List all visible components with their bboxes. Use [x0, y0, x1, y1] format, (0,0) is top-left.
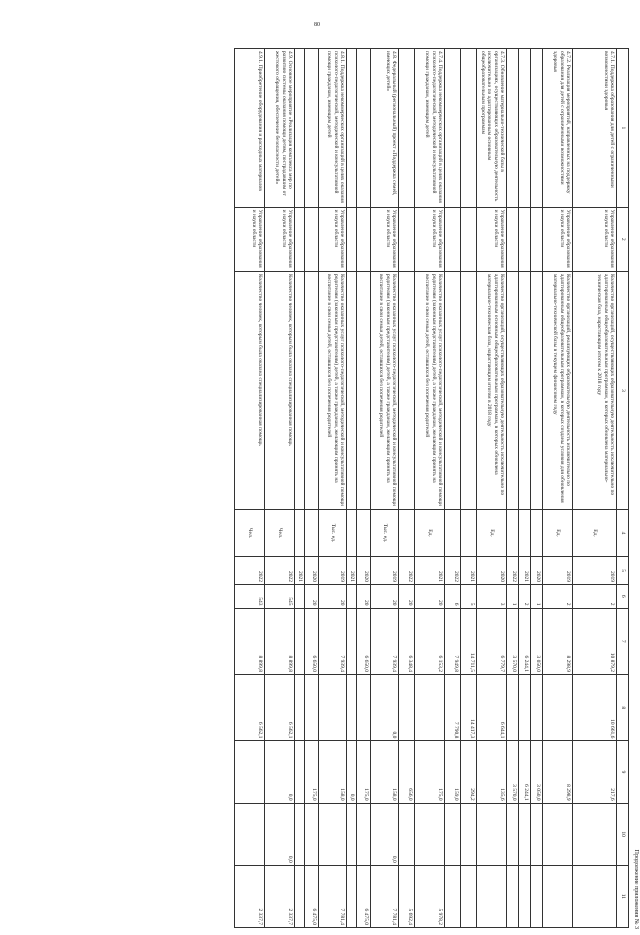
- table-cell: [357, 674, 371, 740]
- column-number: 6: [617, 584, 629, 608]
- table-row: [519, 49, 531, 928]
- table-cell: [235, 741, 265, 803]
- table-cell: 1: [507, 584, 519, 608]
- table-cell: 3 050,0: [531, 741, 543, 803]
- table-cell: 6 779,7: [477, 608, 507, 674]
- table-cell: [347, 865, 357, 927]
- table-row: [235, 49, 265, 928]
- table-cell: [357, 509, 371, 556]
- table-cell: 159,0: [445, 741, 461, 803]
- table-cell: [445, 49, 461, 208]
- table-cell: [477, 865, 507, 927]
- table-cell: [305, 674, 319, 740]
- table-cell: [507, 803, 519, 865]
- table-cell: 14 711,5: [461, 608, 477, 674]
- table-cell: [305, 49, 319, 208]
- table-cell: 5 692,4: [399, 865, 415, 927]
- table-cell: [347, 584, 357, 608]
- table-cell: [399, 803, 415, 865]
- table-cell: [415, 803, 445, 865]
- table-cell: 2019: [319, 557, 347, 585]
- table-cell: [507, 865, 519, 927]
- continuation-label: Продолжение приложения № 3: [633, 849, 639, 929]
- table-cell: Количество человек, которым была оказана специализированная помощь: [235, 271, 265, 509]
- table-cell: 2022: [265, 557, 295, 585]
- table-cell: 2021: [461, 557, 477, 585]
- table-cell: 4.9.1. Приобретение оборудования и расходных материалов: [235, 49, 265, 208]
- table-cell: Управление образования и науки области: [573, 207, 617, 271]
- table-cell: Управление образования и науки области: [371, 207, 399, 271]
- table-row: [347, 49, 357, 928]
- table-cell: 6 650,0: [357, 608, 371, 674]
- table-cell: 10 879,2: [573, 608, 617, 674]
- table-cell: 0,0: [371, 674, 399, 740]
- table-cell: [357, 803, 371, 865]
- table-cell: 2: [543, 584, 573, 608]
- table-row: [461, 49, 477, 928]
- table-cell: [543, 674, 573, 740]
- table-cell: 7 939,4: [319, 608, 347, 674]
- table-cell: [507, 49, 519, 208]
- table-cell: 6 475,0: [357, 865, 371, 927]
- table-cell: [461, 207, 477, 271]
- table-cell: 2021: [519, 557, 531, 585]
- table-row: [319, 49, 347, 928]
- table-cell: 2020: [305, 557, 319, 585]
- table-cell: Чел.: [265, 509, 295, 556]
- table-cell: [347, 803, 357, 865]
- table-cell: [531, 49, 543, 208]
- table-cell: 545: [265, 584, 295, 608]
- table-cell: [415, 674, 445, 740]
- table-cell: [543, 865, 573, 927]
- table-cell: 543: [235, 584, 265, 608]
- table-cell: 135,6: [477, 741, 507, 803]
- table-cell: Управление образования и науки области: [477, 207, 507, 271]
- table-cell: [399, 509, 415, 556]
- column-number: 5: [617, 557, 629, 585]
- column-number: 1: [617, 49, 629, 208]
- table-cell: 175,0: [415, 741, 445, 803]
- table-cell: Тыс. ед.: [371, 509, 399, 556]
- table-cell: [305, 207, 319, 271]
- table-cell: Ед.: [543, 509, 573, 556]
- table-cell: [399, 49, 415, 208]
- table-cell: 4.8. Федеральный (региональный) проект «Поддержка семей, имеющих детей»: [371, 49, 399, 208]
- table-cell: 2020: [357, 557, 371, 585]
- table-row: [445, 49, 461, 928]
- table-cell: Управление образования и науки области: [319, 207, 347, 271]
- table-cell: 4.9. Основное мероприятие «Реализация комплекса мер по развитию системы оказания помощи детям, пострадавшим от жестокого обращения, обеспечение безопасности детей»: [265, 49, 295, 208]
- program-table: [234, 48, 629, 928]
- table-cell: Количество человек, которым была оказана специализированная помощь: [265, 271, 295, 509]
- table-cell: [295, 741, 305, 803]
- table-cell: 20: [305, 584, 319, 608]
- table-cell: [295, 509, 305, 556]
- table-cell: [347, 509, 357, 556]
- table-cell: [531, 803, 543, 865]
- table-row: [573, 49, 617, 928]
- table-cell: [295, 584, 305, 608]
- table-cell: Количество организаций, осуществляющих образовательную деятельность исключительно по адаптированным основным общеобразовательным программам, в которых обновлена материально-техническая база, нарастающим итогом в 2018 году: [477, 271, 507, 509]
- table-cell: Ед.: [477, 509, 507, 556]
- table-cell: [305, 271, 319, 509]
- column-number: 4: [617, 509, 629, 556]
- table-cell: [295, 803, 305, 865]
- table-cell: 175,0: [305, 741, 319, 803]
- table-cell: 4.7.2. Реализация мероприятий, направленных на поддержку образования для детей с ограниченными возможностями здоровья: [543, 49, 573, 208]
- table-cell: 6 153,2: [415, 608, 445, 674]
- table-cell: [543, 803, 573, 865]
- table-cell: 175,0: [357, 741, 371, 803]
- table-cell: 6 562,1: [265, 674, 295, 740]
- table-cell: [357, 207, 371, 271]
- table-cell: [357, 49, 371, 208]
- rotated-page: [106, 30, 640, 935]
- table-cell: 2 337,7: [235, 865, 265, 927]
- table-cell: 6: [445, 584, 461, 608]
- table-cell: 5 978,2: [415, 865, 445, 927]
- table-cell: 7 790,8: [445, 674, 461, 740]
- table-row: [543, 49, 573, 928]
- table-cell: 7 781,4: [371, 865, 399, 927]
- table-row: [371, 49, 399, 928]
- table-cell: 7 781,4: [319, 865, 347, 927]
- table-cell: [235, 803, 265, 865]
- table-cell: 2019: [543, 557, 573, 585]
- table-cell: 14 417,3: [461, 674, 477, 740]
- table-cell: 0,0: [265, 741, 295, 803]
- table-cell: [531, 271, 543, 509]
- table-cell: [347, 608, 357, 674]
- table-cell: 2022: [235, 557, 265, 585]
- table-row: [357, 49, 371, 928]
- table-cell: [295, 674, 305, 740]
- table-cell: 6 475,0: [305, 865, 319, 927]
- table-cell: 3 050,0: [531, 608, 543, 674]
- table-cell: [319, 803, 347, 865]
- table-cell: 2022: [399, 557, 415, 585]
- table-cell: 6 348,4: [399, 608, 415, 674]
- column-number: 3: [617, 271, 629, 509]
- table-cell: 1: [531, 584, 543, 608]
- table-cell: Ед.: [415, 509, 445, 556]
- table-row: [295, 49, 305, 928]
- table-cell: 8 298,9: [543, 741, 573, 803]
- table-cell: 4.7.3. Обновление материально-технической базы в организациях, осуществляющих образовательную деятельность исключительно по адаптированным основным общеобразовательным программам: [477, 49, 507, 208]
- table-cell: 4.7.4. Поддержка некоммерческих организаций в целях оказания психолого-педагогической, методической и консультативной помощи гражданам, имеющим детей: [415, 49, 445, 208]
- table-cell: 2 337,7: [265, 865, 295, 927]
- table-cell: 0,0: [265, 803, 295, 865]
- table-cell: Управление образования и науки области: [415, 207, 445, 271]
- table-cell: 217,6: [573, 741, 617, 803]
- table-cell: 2022: [507, 557, 519, 585]
- table-row: [477, 49, 507, 928]
- table-cell: 6 644,1: [477, 674, 507, 740]
- table-cell: 20: [415, 584, 445, 608]
- table-row: [265, 49, 295, 928]
- table-cell: 6 244,1: [519, 741, 531, 803]
- table-cell: [519, 674, 531, 740]
- table-cell: [347, 271, 357, 509]
- table-cell: [531, 207, 543, 271]
- table-cell: [295, 207, 305, 271]
- column-number: 8: [617, 674, 629, 740]
- table-cell: [319, 674, 347, 740]
- table-cell: 0,0: [347, 741, 357, 803]
- table-cell: [519, 865, 531, 927]
- table-cell: 5: [461, 584, 477, 608]
- table-cell: Тыс. ед.: [319, 509, 347, 556]
- table-cell: [347, 674, 357, 740]
- table-cell: [519, 49, 531, 208]
- table-container: [113, 48, 629, 928]
- table-cell: [461, 803, 477, 865]
- table-cell: 7 949,8: [445, 608, 461, 674]
- table-cell: Управление образования и науки области: [265, 207, 295, 271]
- table-cell: 3 570,0: [507, 608, 519, 674]
- table-row: [399, 49, 415, 928]
- table-cell: 2: [573, 584, 617, 608]
- table-cell: [445, 865, 461, 927]
- column-number: 9: [617, 741, 629, 803]
- table-cell: [507, 271, 519, 509]
- table-cell: [445, 803, 461, 865]
- table-cell: 6 244,1: [519, 608, 531, 674]
- table-cell: 2021: [347, 557, 357, 585]
- table-cell: Количество оказанных услуг психолого-педагогической, методической и консультативной помощи родителям (законным представителям) детей, а также гражданам, желающим принять на воспитание в свои семьи детей, оставшихся без попечения родителей: [415, 271, 445, 509]
- table-cell: [295, 608, 305, 674]
- table-cell: [357, 271, 371, 509]
- table-cell: [573, 865, 617, 927]
- table-cell: [295, 865, 305, 927]
- table-cell: [531, 509, 543, 556]
- table-cell: [519, 509, 531, 556]
- table-cell: 8 899,8: [265, 608, 295, 674]
- table-cell: [445, 271, 461, 509]
- table-cell: 2021: [295, 557, 305, 585]
- page-number: 80: [314, 22, 320, 28]
- table-cell: 0,0: [371, 803, 399, 865]
- table-cell: 4.7.1. Поддержка образования для детей с ограниченными возможностями здоровья: [573, 49, 617, 208]
- table-cell: 4.8.1. Поддержка некоммерческих организаций в целях оказания психолого-педагогической, методической и консультативной помощи гражданам, имеющим детей: [319, 49, 347, 208]
- table-cell: 2021: [415, 557, 445, 585]
- table-cell: Количество организаций, реализующих образовательную деятельность исключительно по адаптированным общеобразовательным программам, в которых созданы условия для обновления материально-технической базы в текущем финансовом году: [543, 271, 573, 509]
- table-cell: Ед.: [573, 509, 617, 556]
- table-cell: 6 562,1: [235, 674, 265, 740]
- table-cell: 10 661,6: [573, 674, 617, 740]
- table-cell: [477, 803, 507, 865]
- table-cell: 8 899,8: [235, 608, 265, 674]
- table-cell: Количество организаций, осуществляющих образовательную деятельность исключительно по адаптированным общеобразовательным программам, в которых обновлена материально-техническая база, нарастающим итогом к 2018 году: [573, 271, 617, 509]
- table-row: [507, 49, 519, 928]
- table-cell: [519, 271, 531, 509]
- table-cell: Чел.: [235, 509, 265, 556]
- table-cell: [519, 207, 531, 271]
- table-cell: [347, 49, 357, 208]
- table-cell: 20: [357, 584, 371, 608]
- table-cell: [295, 49, 305, 208]
- table-cell: [461, 509, 477, 556]
- table-cell: [461, 271, 477, 509]
- table-cell: 158,0: [319, 741, 347, 803]
- table-cell: [461, 49, 477, 208]
- table-cell: [445, 509, 461, 556]
- table-cell: Управление образования и науки области: [543, 207, 573, 271]
- table-cell: Управление образования и науки области: [235, 207, 265, 271]
- table-cell: [507, 509, 519, 556]
- column-number: 2: [617, 207, 629, 271]
- table-cell: 656,0: [399, 741, 415, 803]
- table-cell: [399, 271, 415, 509]
- table-cell: [531, 865, 543, 927]
- table-cell: 2020: [477, 557, 507, 585]
- column-number: 7: [617, 608, 629, 674]
- table-cell: 3: [477, 584, 507, 608]
- table-cell: 20: [319, 584, 347, 608]
- table-cell: [461, 865, 477, 927]
- table-cell: [305, 803, 319, 865]
- table-cell: [507, 207, 519, 271]
- table-cell: 7 939,4: [371, 608, 399, 674]
- table-cell: Количество оказанных услуг психолого-педагогической, методической и консультативной помощи родителям (законным представителям) детей, а также гражданам, желающим принять на воспитание в свои семьи детей, оставшихся без попечения родителей: [371, 271, 399, 509]
- table-cell: [305, 509, 319, 556]
- table-cell: 3 570,0: [507, 741, 519, 803]
- table-cell: Количество оказанных услуг психолого-педагогической, методической и консультативной помощи родителям (законным представителям) детей, а также гражданам, желающим принять на воспитание в свои семьи детей, оставшихся без попечения родителей: [319, 271, 347, 509]
- column-number: 11: [617, 865, 629, 927]
- table-row: [415, 49, 445, 928]
- table-cell: 20: [371, 584, 399, 608]
- table-cell: [399, 674, 415, 740]
- table-cell: 20: [399, 584, 415, 608]
- table-cell: [445, 207, 461, 271]
- table-cell: 2022: [445, 557, 461, 585]
- table-cell: 2: [519, 584, 531, 608]
- table-cell: [573, 803, 617, 865]
- table-cell: [531, 674, 543, 740]
- table-row: [305, 49, 319, 928]
- table-cell: 8 298,9: [543, 608, 573, 674]
- column-number: 10: [617, 803, 629, 865]
- table-cell: [347, 207, 357, 271]
- table-cell: 158,0: [371, 741, 399, 803]
- table-row: [531, 49, 543, 928]
- table-cell: [519, 803, 531, 865]
- table-cell: [507, 674, 519, 740]
- table-cell: [399, 207, 415, 271]
- table-cell: 2019: [573, 557, 617, 585]
- table-cell: 294,2: [461, 741, 477, 803]
- table-cell: 2020: [531, 557, 543, 585]
- table-cell: 6 650,0: [305, 608, 319, 674]
- column-number-row: [617, 49, 629, 928]
- table-cell: 2019: [371, 557, 399, 585]
- table-cell: [295, 271, 305, 509]
